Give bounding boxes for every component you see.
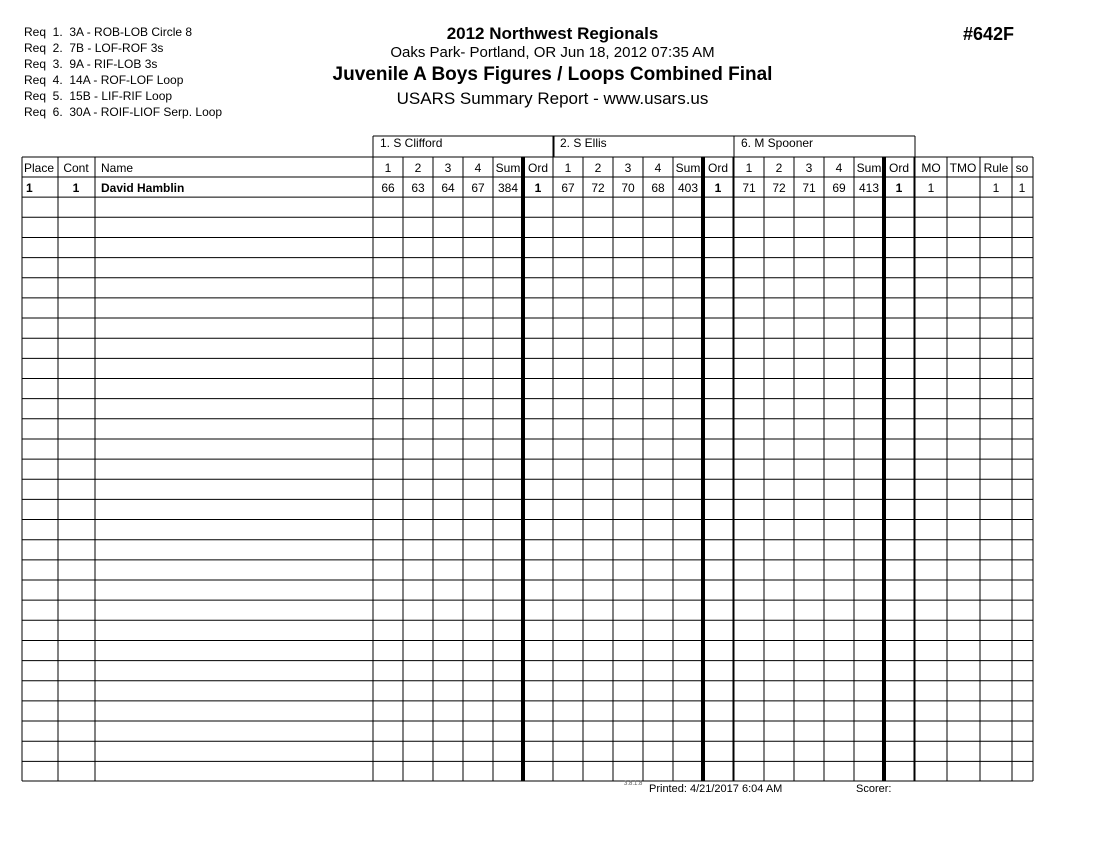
rule-cell: 1: [992, 181, 1000, 195]
column-header-score: 2: [594, 161, 602, 175]
ord-cell: 1: [895, 181, 903, 195]
score-cell: 66: [381, 181, 395, 195]
column-header-place: Place: [24, 161, 55, 175]
column-header-score: 1: [564, 161, 572, 175]
judge-name: 1. S Clifford: [380, 136, 443, 150]
score-cell: 384: [497, 181, 519, 195]
report-subtitle: USARS Summary Report - www.usars.us: [396, 89, 709, 108]
score-cell: 69: [832, 181, 846, 195]
column-header-score: 3: [444, 161, 452, 175]
column-header-score: Ord: [888, 161, 910, 175]
column-header-so: so: [1015, 161, 1029, 175]
column-header-score: 2: [775, 161, 783, 175]
column-header-cont: Cont: [63, 161, 89, 175]
requirement-line: Req 2. 7B - LOF-ROF 3s: [24, 41, 164, 55]
judge-name: 2. S Ellis: [560, 136, 607, 150]
score-cell: 413: [858, 181, 880, 195]
column-header-mo: MO: [921, 161, 941, 175]
column-header-score: 1: [745, 161, 753, 175]
score-cell: 70: [621, 181, 635, 195]
requirement-line: Req 1. 3A - ROB-LOB Circle 8: [24, 25, 193, 39]
event-location: Oaks Park- Portland, OR Jun 18, 2012 07:35 AM: [390, 44, 715, 61]
report-title: Juvenile A Boys Figures / Loops Combined Final: [332, 64, 773, 85]
score-cell: 71: [802, 181, 816, 195]
place-cell: 1: [26, 181, 33, 195]
ord-cell: 1: [534, 181, 542, 195]
ord-cell: 1: [714, 181, 722, 195]
column-header-rule: Rule: [983, 161, 1009, 175]
column-header-score: 2: [414, 161, 422, 175]
printed-date: Printed: 4/21/2017 6:04 AM: [649, 783, 783, 795]
requirement-line: Req 3. 9A - RIF-LOB 3s: [24, 57, 158, 71]
column-header-score: Sum: [675, 161, 701, 175]
score-cell: 72: [772, 181, 786, 195]
so-cell: 1: [1018, 181, 1026, 195]
column-header-score: Sum: [495, 161, 521, 175]
score-cell: 67: [471, 181, 485, 195]
requirement-line: Req 6. 30A - ROIF-LIOF Serp. Loop: [24, 105, 223, 119]
score-cell: 68: [651, 181, 665, 195]
column-header-score: 4: [835, 161, 843, 175]
column-header-score: 1: [384, 161, 392, 175]
column-header-score: 4: [654, 161, 662, 175]
column-header-name: Name: [101, 161, 134, 175]
score-cell: 64: [441, 181, 455, 195]
score-cell: 67: [561, 181, 575, 195]
cont-cell: 1: [72, 181, 80, 195]
column-header-tmo: TMO: [949, 161, 977, 175]
column-header-score: Sum: [856, 161, 882, 175]
score-cell: 63: [411, 181, 425, 195]
column-header-score: 3: [624, 161, 632, 175]
name-cell: David Hamblin: [101, 181, 185, 195]
requirement-line: Req 4. 14A - ROF-LOF Loop: [24, 73, 184, 87]
score-cell: 403: [677, 181, 699, 195]
score-cell: 71: [742, 181, 756, 195]
judge-name: 6. M Spooner: [741, 136, 814, 150]
column-header-score: Ord: [527, 161, 549, 175]
report-number: #642F: [963, 24, 1015, 44]
column-header-score: 4: [474, 161, 482, 175]
scorer-label: Scorer:: [856, 783, 892, 795]
version-label: 3.8.1.8: [624, 781, 643, 787]
mo-cell: 1: [927, 181, 935, 195]
requirement-line: Req 5. 15B - LIF-RIF Loop: [24, 89, 173, 103]
score-cell: 72: [591, 181, 605, 195]
event-name: 2012 Northwest Regionals: [446, 24, 659, 43]
column-header-score: 3: [805, 161, 813, 175]
column-header-score: Ord: [707, 161, 729, 175]
